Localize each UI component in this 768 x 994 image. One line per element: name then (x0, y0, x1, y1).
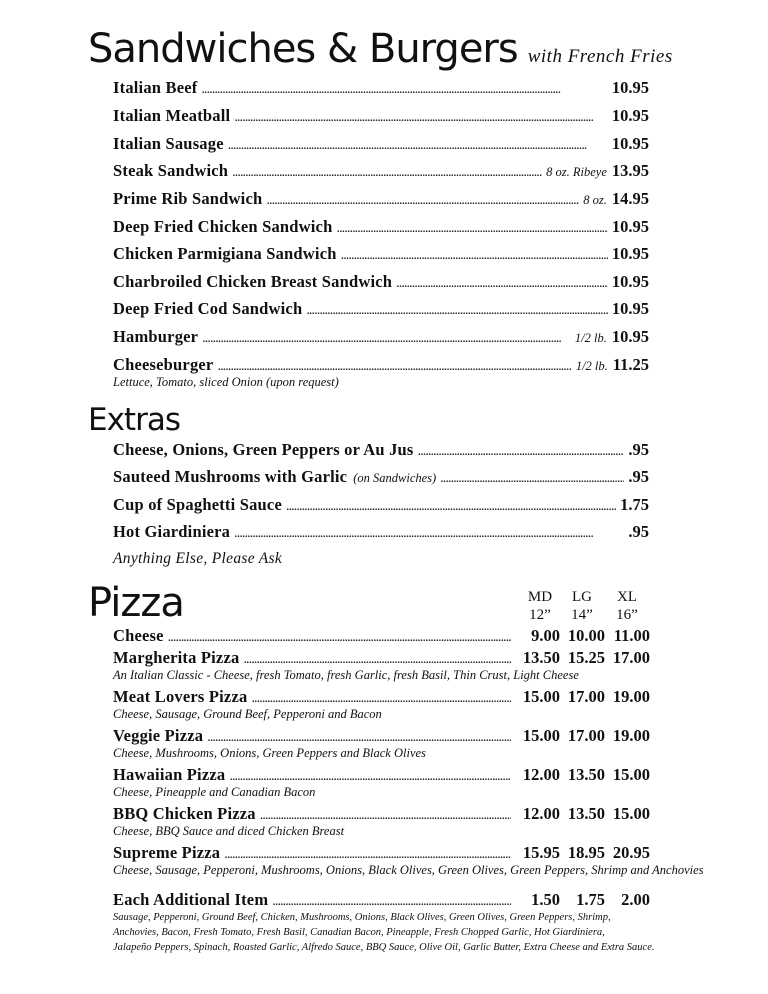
size-label: LG (572, 589, 592, 605)
pizza-title: Pizza (88, 580, 184, 626)
item-name: Each Additional Item (113, 890, 269, 909)
pizza-item (113, 726, 650, 746)
dot-leader (251, 691, 511, 707)
dot-leader (286, 499, 616, 515)
size-inches: 14” (571, 607, 593, 623)
item-size: 8 oz. (583, 193, 607, 207)
item-price: 10.95 (611, 134, 649, 153)
item-name: Steak Sandwich (113, 161, 229, 180)
dot-leader (224, 847, 511, 863)
size-header-xl (605, 588, 649, 624)
extras-title: Extras (88, 402, 180, 438)
menu-item (113, 440, 649, 460)
dot-leader (341, 248, 608, 264)
dot-leader (243, 652, 511, 668)
dot-leader (168, 630, 511, 646)
dot-leader (272, 894, 511, 910)
item-description: Cheese, BBQ Sauce and diced Chicken Breast (113, 824, 345, 838)
dot-leader (418, 444, 625, 460)
menu-item (113, 522, 649, 542)
ingredients-line: Jalapeño Peppers, Spinach, Roasted Garlic, Alfredo Sauce, BBQ Sauce, Olive Oil, Garlic Butter, Extra Cheese and Extra Sauce. (113, 942, 655, 953)
pizza-item (113, 765, 650, 785)
price-md: 15.00 (522, 726, 560, 745)
item-name: Italian Sausage (113, 134, 224, 153)
item-name: BBQ Chicken Pizza (113, 804, 256, 823)
item-name: Chicken Parmigiana Sandwich (113, 244, 337, 263)
menu-item (113, 327, 649, 347)
menu-item (113, 467, 649, 487)
price-xl: 19.00 (612, 687, 650, 706)
price-lg: 13.50 (567, 804, 605, 823)
item-price: .95 (628, 522, 649, 541)
menu-item (113, 134, 649, 154)
item-price: 14.95 (611, 189, 649, 208)
item-name: Veggie Pizza (113, 726, 204, 745)
price-md: 12.00 (522, 765, 560, 784)
menu-item (113, 355, 649, 375)
dot-leader (306, 303, 608, 319)
price-xl: 15.00 (612, 765, 650, 784)
price-xl: 20.95 (612, 843, 650, 862)
ingredients-line: Anchovies, Bacon, Fresh Tomato, Fresh Basil, Canadian Bacon, Pineapple, Fresh Chopped Garlic, Hot Giardiniera, (113, 927, 605, 938)
pizza-item (113, 804, 650, 824)
dot-leader (207, 730, 511, 746)
pizza-item (113, 843, 650, 863)
item-name: Charbroiled Chicken Breast Sandwich (113, 272, 393, 291)
price-md: 9.00 (531, 626, 560, 645)
ingredients-line: Sausage, Pepperoni, Ground Beef, Chicken, Mushrooms, Onions, Black Olives, Green Olives, Green Peppers, Shrimp, (113, 912, 611, 923)
item-price: 11.25 (612, 355, 649, 374)
item-price: 10.95 (611, 106, 649, 125)
size-header-lg (560, 588, 604, 624)
item-note: (on Sandwiches) (353, 471, 437, 485)
item-name: Meat Lovers Pizza (113, 687, 248, 706)
sandwiches-title: Sandwiches & Burgers (88, 26, 518, 72)
dot-leader (234, 526, 624, 542)
item-name: Deep Fried Chicken Sandwich (113, 217, 333, 236)
item-name: Cup of Spaghetti Sauce (113, 495, 282, 514)
item-price: 10.95 (611, 78, 649, 97)
item-description: An Italian Classic - Cheese, fresh Tomato, fresh Garlic, fresh Basil, Thin Crust, Light Cheese (113, 668, 579, 682)
sandwiches-subtitle: with French Fries (527, 46, 673, 67)
item-name: Deep Fried Cod Sandwich (113, 299, 303, 318)
dot-leader (202, 331, 571, 347)
extras-section-title (88, 402, 180, 438)
price-xl: 19.00 (612, 726, 650, 745)
size-inches: 12” (529, 607, 551, 623)
size-header-md (518, 588, 562, 624)
dot-leader (232, 165, 542, 181)
dot-leader (229, 769, 511, 785)
item-name: Cheeseburger (113, 355, 214, 374)
menu-item (113, 161, 649, 181)
item-price: .95 (628, 440, 649, 459)
item-price: 10.95 (611, 244, 649, 263)
dot-leader (228, 138, 608, 154)
extras-footnote: Anything Else, Please Ask (113, 550, 283, 567)
dot-leader (440, 471, 624, 487)
pizza-section-title (88, 580, 184, 626)
item-description: Cheese, Mushrooms, Onions, Green Peppers and Black Olives (113, 746, 426, 760)
item-description: Cheese, Sausage, Ground Beef, Pepperoni and Bacon (113, 707, 382, 721)
additional-item-row (113, 890, 650, 910)
menu-item (113, 106, 649, 126)
item-size: 8 oz. Ribeye (546, 165, 607, 179)
menu-item (113, 217, 649, 237)
menu-item (113, 244, 649, 264)
item-name: Hot Giardiniera (113, 522, 231, 541)
sandwiches-section-title (88, 26, 673, 72)
item-price: 1.75 (620, 495, 649, 514)
pizza-item (113, 626, 650, 646)
dot-leader (336, 221, 607, 237)
item-price: .95 (628, 467, 649, 486)
price-xl: 2.00 (621, 890, 650, 909)
item-name: Prime Rib Sandwich (113, 189, 263, 208)
additional-items-list (113, 910, 753, 955)
price-lg: 13.50 (567, 765, 605, 784)
item-name: Cheese, Onions, Green Peppers or Au Jus (113, 440, 414, 459)
item-name: Cheese (113, 626, 164, 645)
price-xl: 11.00 (613, 626, 650, 645)
price-lg: 10.00 (567, 626, 605, 645)
price-xl: 15.00 (612, 804, 650, 823)
menu-item (113, 78, 649, 98)
item-name: Hamburger (113, 327, 199, 346)
dot-leader (396, 276, 608, 292)
dot-leader (201, 82, 607, 98)
item-price: 13.95 (611, 161, 649, 180)
item-name: Italian Meatball (113, 106, 231, 125)
menu-item (113, 495, 649, 515)
item-size: 1/2 lb. (575, 359, 608, 373)
size-label: MD (527, 589, 553, 605)
item-name: Margherita Pizza (113, 648, 240, 667)
size-label: XL (617, 589, 637, 605)
item-price: 10.95 (611, 272, 649, 291)
price-md: 13.50 (522, 648, 560, 667)
pizza-item (113, 687, 650, 707)
price-lg: 17.00 (567, 687, 605, 706)
item-description: Cheese, Sausage, Pepperoni, Mushrooms, Onions, Black Olives, Green Olives, Green Peppers, Shrimp and Anchovies (113, 863, 704, 877)
sandwiches-footnote: Lettuce, Tomato, sliced Onion (upon request) (113, 375, 339, 389)
price-lg: 1.75 (576, 890, 605, 909)
pizza-item (113, 648, 650, 668)
dot-leader (217, 359, 571, 375)
item-price: 10.95 (611, 299, 649, 318)
menu-item (113, 272, 649, 292)
size-inches: 16” (616, 607, 638, 623)
item-name: Supreme Pizza (113, 843, 221, 862)
price-md: 12.00 (522, 804, 560, 823)
item-name: Hawaiian Pizza (113, 765, 226, 784)
price-xl: 17.00 (612, 648, 650, 667)
price-lg: 15.25 (567, 648, 605, 667)
price-md: 15.95 (522, 843, 560, 862)
item-name: Sauteed Mushrooms with Garlic (113, 467, 348, 486)
dot-leader (266, 193, 579, 209)
item-description: Cheese, Pineapple and Canadian Bacon (113, 785, 316, 799)
price-md: 15.00 (522, 687, 560, 706)
item-price: 10.95 (611, 327, 649, 346)
dot-leader (234, 110, 608, 126)
menu-item (113, 189, 649, 209)
price-lg: 17.00 (567, 726, 605, 745)
item-price: 10.95 (611, 217, 649, 236)
price-md: 1.50 (531, 890, 560, 909)
price-lg: 18.95 (567, 843, 605, 862)
item-size: 1/2 lb. (574, 331, 607, 345)
dot-leader (260, 808, 511, 824)
menu-item (113, 299, 649, 319)
item-name: Italian Beef (113, 78, 198, 97)
